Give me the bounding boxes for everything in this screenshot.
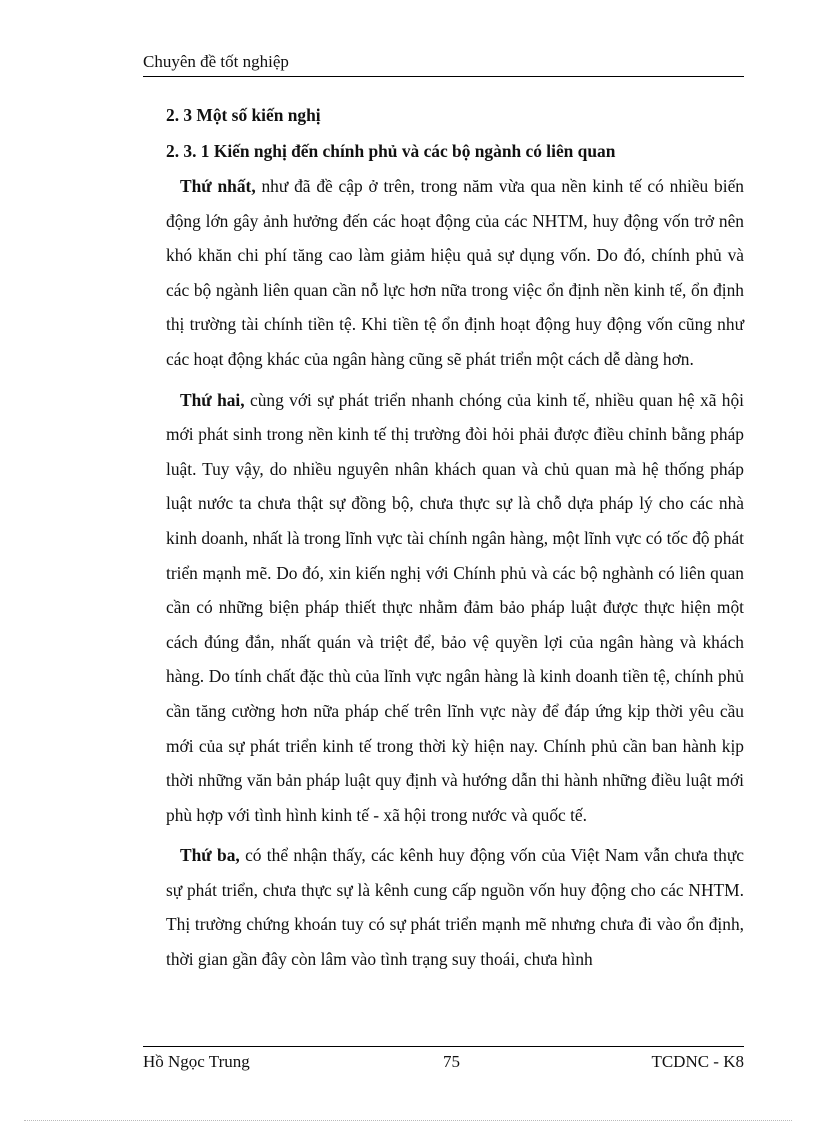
page-header [143, 50, 744, 77]
paragraph-lead: Thứ nhất, [180, 176, 256, 196]
page-number: 75 [443, 1052, 460, 1071]
paragraph-lead: Thứ hai, [180, 389, 245, 410]
paragraph-first [166, 169, 744, 377]
header-title: Chuyên đề tốt nghiệp [143, 52, 289, 71]
paragraph-third [166, 838, 744, 976]
page-footer [143, 1046, 744, 1071]
subsection-heading: 2. 3. 1 Kiến nghị đến chính phủ và các bộ ngành có liên quan [166, 141, 616, 161]
paragraph-lead: Thứ ba, [180, 845, 240, 866]
footer-class-code: TCDNC - K8 [651, 1052, 744, 1071]
page-bottom-divider [24, 1120, 792, 1121]
document-body [166, 97, 744, 977]
paragraph-second [166, 383, 744, 833]
paragraph-text: có thể nhận thấy, các kênh huy động vốn của Việt Nam vẫn chưa thực sự phát triển, chưa thực sự là kênh cung cấp nguồn vốn huy động cho các NHTM. Thị trường chứng khoán tuy có sự phát triển mạnh mẽ nhưng chưa đi vào ổn định, thời gian gần đây còn lâm vào tình trạng suy thoái, chưa hình [166, 845, 744, 970]
paragraph-text: cùng với sự phát triển nhanh chóng của kinh tế, nhiều quan hệ xã hội mới phát sinh trong nền kinh tế thị trường đòi hỏi phải được điều chỉnh bằng pháp luật. Tuy vậy, do nhiều nguyên nhân khách quan và chủ quan mà hệ thống pháp luật nước ta chưa thật sự đồng bộ, chưa thực sự là chỗ dựa pháp lý cho các nhà kinh doanh, nhất là trong lĩnh vực tài chính ngân hàng, một lĩnh vực có tốc độ phát triển mạnh mẽ. Do đó, xin kiến nghị với Chính phủ và các bộ nghành có liên quan cần có những biện pháp thiết thực nhằm đảm bảo pháp luật được thực hiện một cách đúng đắn, nhất quán và triệt để, bảo vệ quyền lợi của ngân hàng và khách hàng. Do tính chất đặc thù của lĩnh vực ngân hàng là kinh doanh tiền tệ, chính phủ cần tăng cường hơn nữa pháp chế trên lĩnh vực này để đáp ứng kịp thời yêu cầu mới của sự phát triển kinh tế trong thời kỳ hiện nay. Chính phủ cần ban hành kịp thời những văn bản pháp luật quy định và hướng dẫn thi hành những điều luật mới phù hợp với tình hình kinh tế - xã hội trong nước và quốc tế. [166, 389, 745, 825]
section-heading: 2. 3 Một số kiến nghị [166, 105, 321, 125]
footer-author: Hồ Ngọc Trung [143, 1052, 250, 1071]
paragraph-text: như đã đề cập ở trên, trong năm vừa qua nền kinh tế có nhiều biến động lớn gây ảnh hưởng đến các hoạt động của các NHTM, huy động vốn trở nên khó khăn chi phí tăng cao làm giảm hiệu quả sự dụng vốn. Do đó, chính phủ và các bộ ngành liên quan cần nỗ lực hơn nữa trong việc ổn định nền kinh tế, ổn định thị trường tài chính tiền tệ. Khi tiền tệ ổn định hoạt động huy động vốn cũng như các hoạt động khác của ngân hàng cũng sẽ phát triển một cách dễ dàng hơn. [166, 176, 744, 369]
